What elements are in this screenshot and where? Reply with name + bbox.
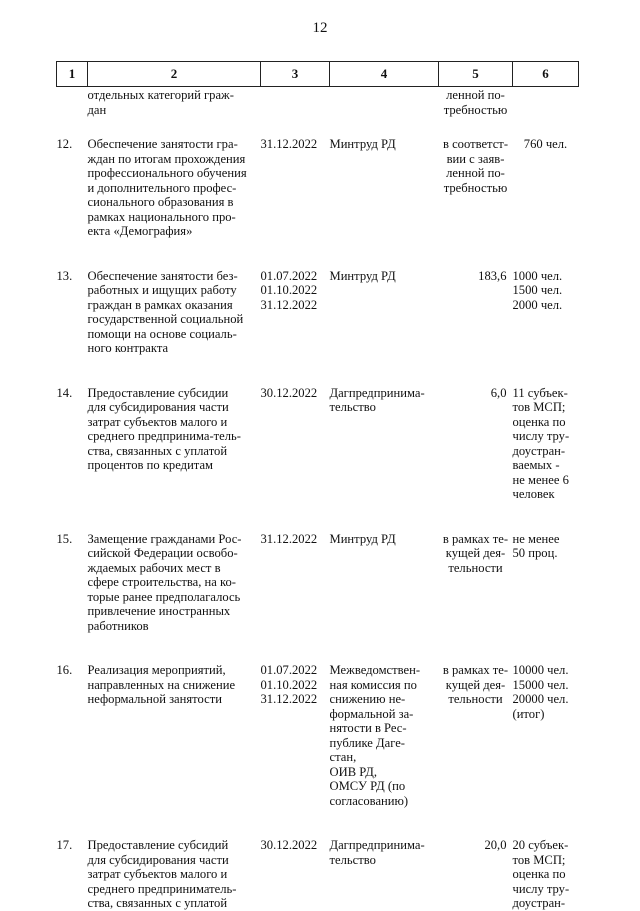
funding: в рамках те- кущей дея- тельности	[442, 531, 509, 575]
continuation-funding: ленной по- требностью	[443, 88, 508, 117]
funding: 20,0	[484, 838, 507, 852]
page-number: 12	[312, 20, 328, 36]
table-row	[57, 532, 579, 634]
table-row	[57, 386, 579, 502]
result: 11 субъек- тов МСП; оценка по числу тру- доустран- ваемых - не менее 6 человек	[512, 385, 570, 501]
executor: Минтруд РД	[329, 531, 396, 546]
header-col-2: 2	[88, 62, 261, 87]
funding: в соответст- вии с заяв- ленной по- требностью	[442, 137, 509, 195]
row-number: 13.	[56, 268, 73, 283]
result: не менее 50 проц.	[512, 531, 560, 560]
header-col-5: 5	[439, 62, 513, 87]
measure-name: Обеспечение занятости без- работных и ищущих работу граждан в рамках оказания государственной социальной помощи на основе социаль- ного контракта	[87, 268, 244, 355]
executor: Межведомствен- ная комиссия по снижению не- формальной за- нятости в Рес- публике Даге- стан, ОИВ РД, ОМСУ РД (по согласованию)	[329, 663, 421, 808]
result: 760 чел.	[523, 137, 568, 151]
table-row	[57, 137, 579, 239]
deadline: 01.07.2022 01.10.2022 31.12.2022	[260, 268, 318, 312]
table-header-row	[57, 62, 579, 87]
header-col-6: 6	[513, 62, 579, 87]
deadline: 30.12.2022	[260, 385, 318, 400]
result: 10000 чел. 15000 чел. 20000 чел. (итог)	[512, 663, 569, 721]
executor: Минтруд РД	[329, 268, 396, 283]
result: 1000 чел. 1500 чел. 2000 чел.	[512, 268, 563, 312]
table-row	[57, 663, 579, 808]
row-number: 14.	[56, 385, 73, 400]
executor: Минтруд РД	[329, 137, 396, 151]
row-number: 15.	[56, 531, 73, 546]
measure-name: Предоставление субсидии для субсидирования части затрат субъектов малого и среднего предпринима-тель- ства, связанных с уплатой процентов по кредитам	[87, 385, 241, 472]
header-col-4: 4	[330, 62, 439, 87]
measure-name: Замещение гражданами Рос- сийской Федерации освобо- ждаемых рабочих мест в сфере строительства, на ко- торые ранее предполагалось привлечение иностранных работников	[87, 531, 242, 633]
row-number: 12.	[56, 137, 73, 151]
funding: 6,0	[490, 385, 507, 400]
funding: 183,6	[478, 268, 507, 283]
result: 20 субъек- тов МСП; оценка по числу тру- доустран-	[512, 838, 570, 910]
deadline: 30.12.2022	[260, 838, 318, 852]
continuation-row	[57, 87, 579, 118]
deadline: 31.12.2022	[260, 531, 318, 546]
header-col-1: 1	[57, 62, 88, 87]
measure-name: Предоставление субсидий для субсидирования части затрат субъектов малого и среднего предприниматель- ства, связанных с уплатой	[87, 838, 237, 910]
measure-name: Реализация мероприятий, направленных на снижение неформальной занятости	[87, 663, 236, 706]
executor: Дагпредпринима- тельство	[329, 838, 425, 867]
measure-name: Обеспечение занятости гра- ждан по итогам прохождения профессионального обучения и дополнительного профес- сионального образования в рамках национального про- екта «Демография»	[87, 137, 247, 238]
row-number: 17.	[56, 838, 73, 852]
executor: Дагпредпринима- тельство	[329, 385, 425, 414]
continuation-name: отдельных категорий граж- дан	[87, 88, 234, 117]
row-number: 16.	[56, 663, 73, 677]
header-col-3: 3	[261, 62, 330, 87]
table-row	[57, 269, 579, 356]
measures-table	[56, 61, 579, 911]
funding: в рамках те- кущей дея- тельности	[442, 663, 509, 706]
deadline: 01.07.2022 01.10.2022 31.12.2022	[260, 663, 318, 706]
table-row	[57, 838, 579, 911]
deadline: 31.12.2022	[260, 137, 318, 151]
